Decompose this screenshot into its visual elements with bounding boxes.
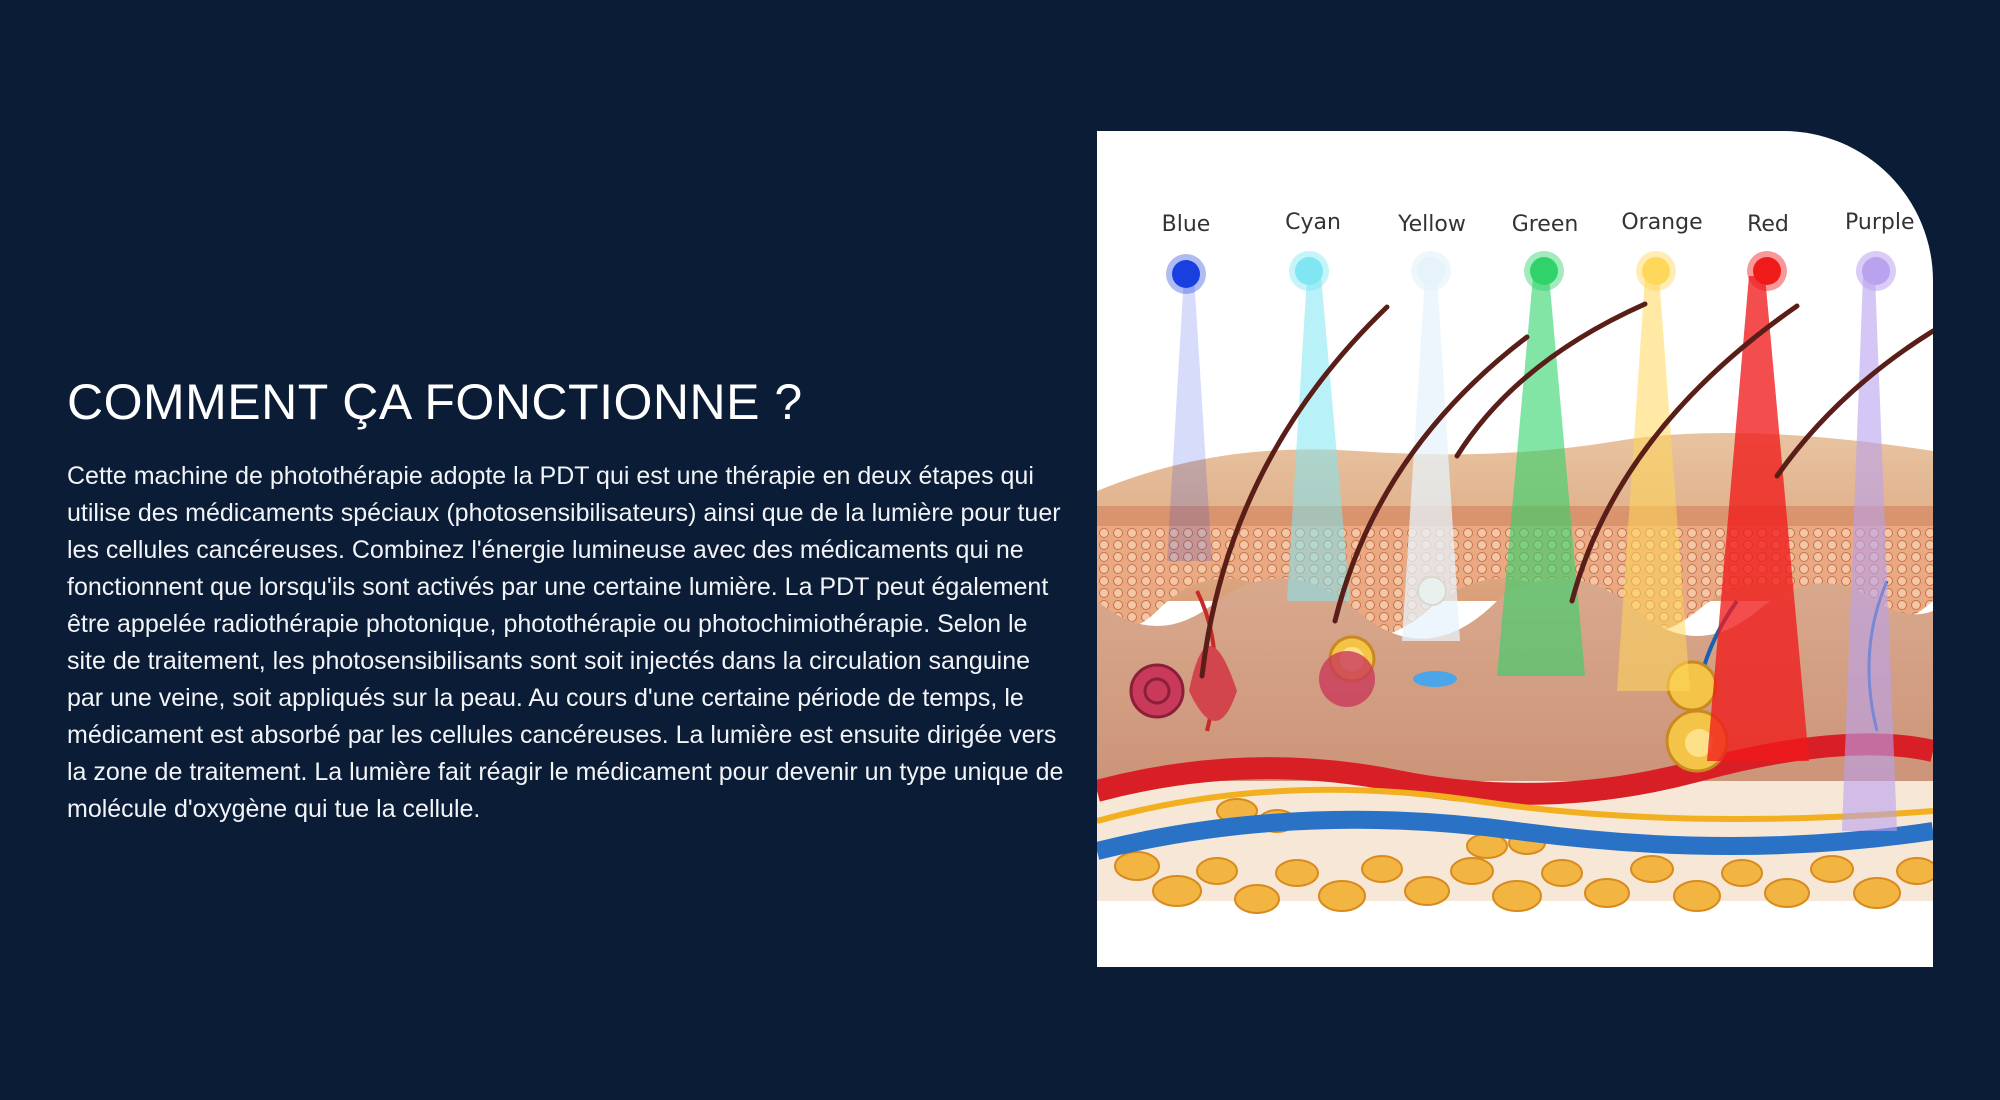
label-green: Green	[1511, 212, 1579, 237]
light-labels	[1162, 210, 1915, 237]
skin-light-therapy-illustration	[1097, 131, 1933, 967]
label-orange: Orange	[1621, 210, 1703, 235]
label-blue: Blue	[1161, 212, 1211, 237]
label-purple: Purple	[1845, 210, 1915, 235]
label-red: Red	[1747, 212, 1789, 237]
light-emitters	[1166, 251, 1896, 294]
label-cyan: Cyan	[1285, 210, 1341, 235]
section-body: Cette machine de photothérapie adopte la PDT qui est une thérapie en deux étapes qui utilise des médicaments spéciaux (photosensibilisateurs) ainsi que de la lumière pour tuer les cellules cancéreuses. Combinez l'énergie lumineuse avec des médicaments qui ne fonctionnent que lorsqu'ils sont activés par une certaine lumière. La PDT peut également être appelée radiothérapie photonique, photothérapie ou photochimiothérapie. Selon le site de traitement, les photosensibilisants sont soit injectés dans la circulation sanguine par une veine, soit appliqués sur la peau. Au cours d'une certaine période de temps, le médicament est absorbé par les cellules cancéreuses. La lumière est ensuite dirigée vers la zone de traitement. La lumière fait réagir le médicament pour devenir un type unique de molécule d'oxygène qui tue la cellule.	[67, 462, 1064, 823]
text-column	[67, 375, 1067, 828]
section-heading: COMMENT ÇA FONCTIONNE ?	[67, 374, 803, 430]
label-yellow: Yellow	[1398, 212, 1466, 237]
